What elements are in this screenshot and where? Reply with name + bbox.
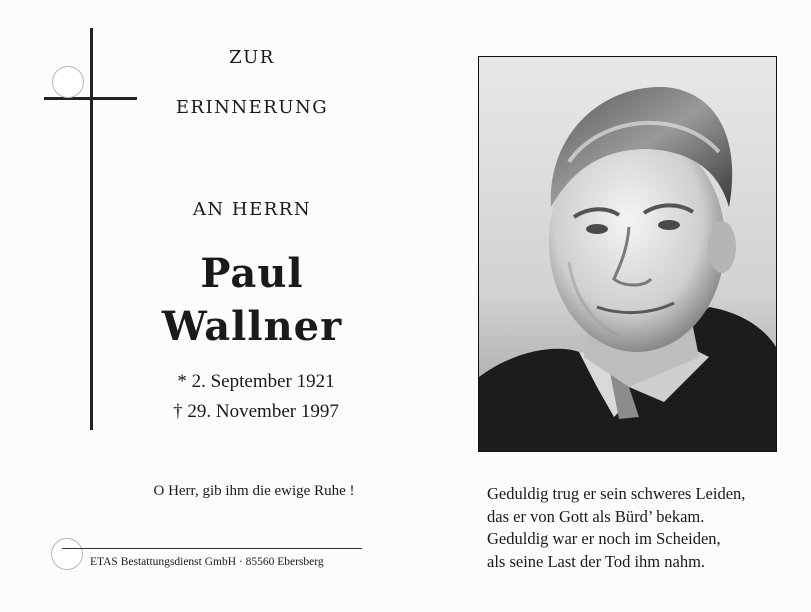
portrait-photo (478, 56, 777, 452)
funeral-home-footer: ETAS Bestattungsdienst GmbH · 85560 Ebersberg (90, 556, 324, 568)
birth-date: * 2. September 1921 (177, 371, 335, 392)
death-date: † 29. November 1997 (173, 401, 339, 422)
poem-line: als seine Last der Tod ihm nahm. (487, 551, 706, 571)
cross-vertical-bar (90, 28, 93, 430)
punch-hole-bottom (51, 538, 83, 570)
cross-horizontal-bar (44, 97, 137, 100)
last-name: Wallner (161, 303, 343, 350)
poem (487, 483, 787, 573)
heading-zur: ZUR (229, 47, 275, 68)
punch-hole-top (52, 66, 84, 98)
footer-divider (62, 548, 362, 549)
poem-line: das er von Gott als Bürd’ bekam. (487, 506, 705, 526)
salutation: AN HERRN (192, 199, 312, 220)
poem-line: Geduldig trug er sein schweres Leiden, (487, 484, 746, 503)
first-name: Paul (200, 250, 304, 297)
poem-line: Geduldig war er noch im Scheiden, (487, 529, 721, 548)
prayer-text: O Herr, gib ihm die ewige Ruhe ! (153, 483, 355, 499)
heading-erinnerung: ERINNERUNG (175, 97, 329, 118)
